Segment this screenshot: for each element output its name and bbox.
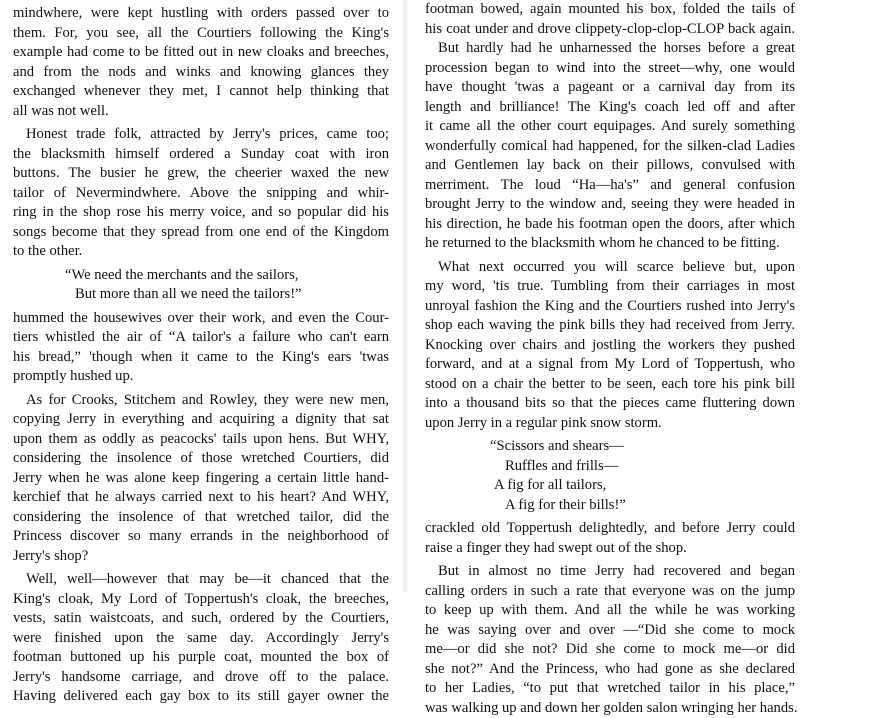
text-line: mindwhere, were kept hustling with orders passed over to bbox=[13, 4, 389, 24]
verse-line: Ruffles and frills— bbox=[425, 457, 875, 477]
text-line: his bread,” 'though when it came to the King's ears 'twas bbox=[13, 348, 389, 368]
text-line: As for Crooks, Stitchem and Rowley, they were new men, bbox=[13, 391, 389, 411]
text-line: But hardly had he unharnessed the horses before a great bbox=[425, 39, 795, 59]
text-line: King's cloak, My Lord of Toppertush's cloak, the breeches, bbox=[13, 590, 389, 610]
text-line: he returned to the blacksmith whom he chanced to be fitting. bbox=[425, 234, 795, 254]
verse-line: “We need the merchants and the sailors, bbox=[13, 266, 441, 286]
text-line: Jerry when he was alone keep fingering a certain little hand- bbox=[13, 469, 389, 489]
text-line: them. For, you see, all the Courtiers following the King's bbox=[13, 24, 389, 44]
text-line: calling orders in such a rate that everyone was on the jump bbox=[425, 582, 795, 602]
text-line: into a thousand bits so that the pieces came fluttering down bbox=[425, 394, 795, 414]
text-line: forward, and at a signal from My Lord of Toppertush, who bbox=[425, 355, 795, 375]
text-line: crackled old Toppertush delightedly, and before Jerry could bbox=[425, 519, 795, 539]
text-line: copying Jerry in everything and acquiring a dignity that sat bbox=[13, 410, 389, 430]
text-line: all was not well. bbox=[13, 102, 389, 122]
text-line: and Gentlemen lay back on their pillows, convulsed with bbox=[425, 156, 795, 176]
right-page bbox=[405, 0, 810, 592]
text-line: footman buttoned up his purple coat, mounted the box of bbox=[13, 648, 389, 668]
text-line: upon Jerry in a regular pink snow storm. bbox=[425, 414, 795, 434]
text-line: considering the insolence of those wretched Courtiers, did bbox=[13, 449, 389, 469]
text-line: But in almost no time Jerry had recovered and began bbox=[425, 562, 795, 582]
text-line: example had come to be fitted out in new cloaks and breeches, bbox=[13, 43, 389, 63]
text-line: shop each waving the pink bills they had received from Jerry. bbox=[425, 316, 795, 336]
text-line: have thought 'twas a pageant or a carnival day from its bbox=[425, 78, 795, 98]
verse-line: “Scissors and shears— bbox=[425, 437, 860, 457]
text-line: was walking up and down her golden salon wringing her hands. bbox=[425, 699, 795, 718]
text-line: my word, 'tis true. Tumbling from their carriages in most bbox=[425, 277, 795, 297]
text-line: he was saying over and over —“Did she come to mock bbox=[425, 621, 795, 641]
text-line: promptly hushed up. bbox=[13, 367, 389, 387]
text-line: Jerry's shop? bbox=[13, 547, 389, 567]
verse-line: A fig for all tailors, bbox=[425, 476, 864, 496]
text-line: Jerry's handsome carriage, and drove off to the palace. bbox=[13, 668, 389, 688]
text-line: stood on a chair the better to be seen, each tore his pink bill bbox=[425, 375, 795, 395]
text-line: length and brilliance! The King's coach led off and after bbox=[425, 98, 795, 118]
text-line: brought Jerry to the window and, seeing they were headed in bbox=[425, 195, 795, 215]
text-line: raise a finger they had swept out of the shop. bbox=[425, 539, 795, 559]
text-line: wonderfully comical had happened, for the silken-clad Ladies bbox=[425, 137, 795, 157]
text-line: his direction, he bade his footman open the doors, after which bbox=[425, 215, 795, 235]
text-line: to the other. bbox=[13, 242, 389, 262]
text-line: procession began to wind into the street—why, one would bbox=[425, 59, 795, 79]
text-line: were finished upon the same day. Accordingly Jerry's bbox=[13, 629, 389, 649]
text-line: ring in the shop rose his merry voice, and so popular did his bbox=[13, 203, 389, 223]
text-line: to keep up with them. And all the while he was working bbox=[425, 601, 795, 621]
text-line: vests, satin waistcoats, and such, ordered by the Courtiers, bbox=[13, 609, 389, 629]
text-line: to her Ladies, “to put that wretched tailor in his place,” bbox=[425, 679, 795, 699]
text-line: the blacksmith himself ordered a Sunday coat with iron bbox=[13, 145, 389, 165]
verse-line: A fig for their bills!” bbox=[425, 496, 875, 516]
text-line: his coat under and drove clippety-clop-clop-CLOP back again. bbox=[425, 20, 795, 40]
text-line: me—or did she not? Did she come to mock me—or did bbox=[425, 640, 795, 660]
text-line: Honest trade folk, attracted by Jerry's prices, came too; bbox=[13, 125, 389, 145]
text-line: and from the nods and winks and knowing glances they bbox=[13, 63, 389, 83]
text-line: hummed the housewives over their work, and even the Cour- bbox=[13, 309, 389, 329]
text-line: exchanged whenever they met, I cannot help thinking that bbox=[13, 82, 389, 102]
text-line: Princess discover so many errands in the neighborhood of bbox=[13, 527, 389, 547]
text-line: footman bowed, again mounted his box, folded the tails of bbox=[425, 0, 795, 20]
text-line: she not?” And the Princess, who had gone as she declared bbox=[425, 660, 795, 680]
text-line: kerchief that he always carried next to his heart? And WHY, bbox=[13, 488, 389, 508]
text-line: tailor of Nevermindwhere. Above the snipping and whir- bbox=[13, 184, 389, 204]
text-line: Having delivered each gay box to its still gayer owner the bbox=[13, 687, 389, 707]
verse-line: But more than all we need the tailors!” bbox=[13, 285, 451, 305]
text-line: considering the insolence of that wretched tailor, did the bbox=[13, 508, 389, 528]
text-line: upon them as oddly as peacocks' tails upon hens. But WHY, bbox=[13, 430, 389, 450]
text-line: Knocking over chairs and jostling the workers they pushed bbox=[425, 336, 795, 356]
text-line: it came all the other court equipages. And surely something bbox=[425, 117, 795, 137]
text-line: merriment. The loud “Ha—ha's” and general confusion bbox=[425, 176, 795, 196]
text-line: songs become that they spread from one end of the Kingdom bbox=[13, 223, 389, 243]
text-line: tiers whistled the air of “A tailor's a failure who can't earn bbox=[13, 328, 389, 348]
text-line: unroyal fashion the King and the Courtiers rushed into Jerry's bbox=[425, 297, 795, 317]
text-line: What next occurred you will scarce believe but, upon bbox=[425, 258, 795, 278]
text-line: Well, well—however that may be—it chanced that the bbox=[13, 570, 389, 590]
left-page bbox=[0, 0, 405, 592]
text-line: buttons. The busier he grew, the cheerier waxed the new bbox=[13, 164, 389, 184]
